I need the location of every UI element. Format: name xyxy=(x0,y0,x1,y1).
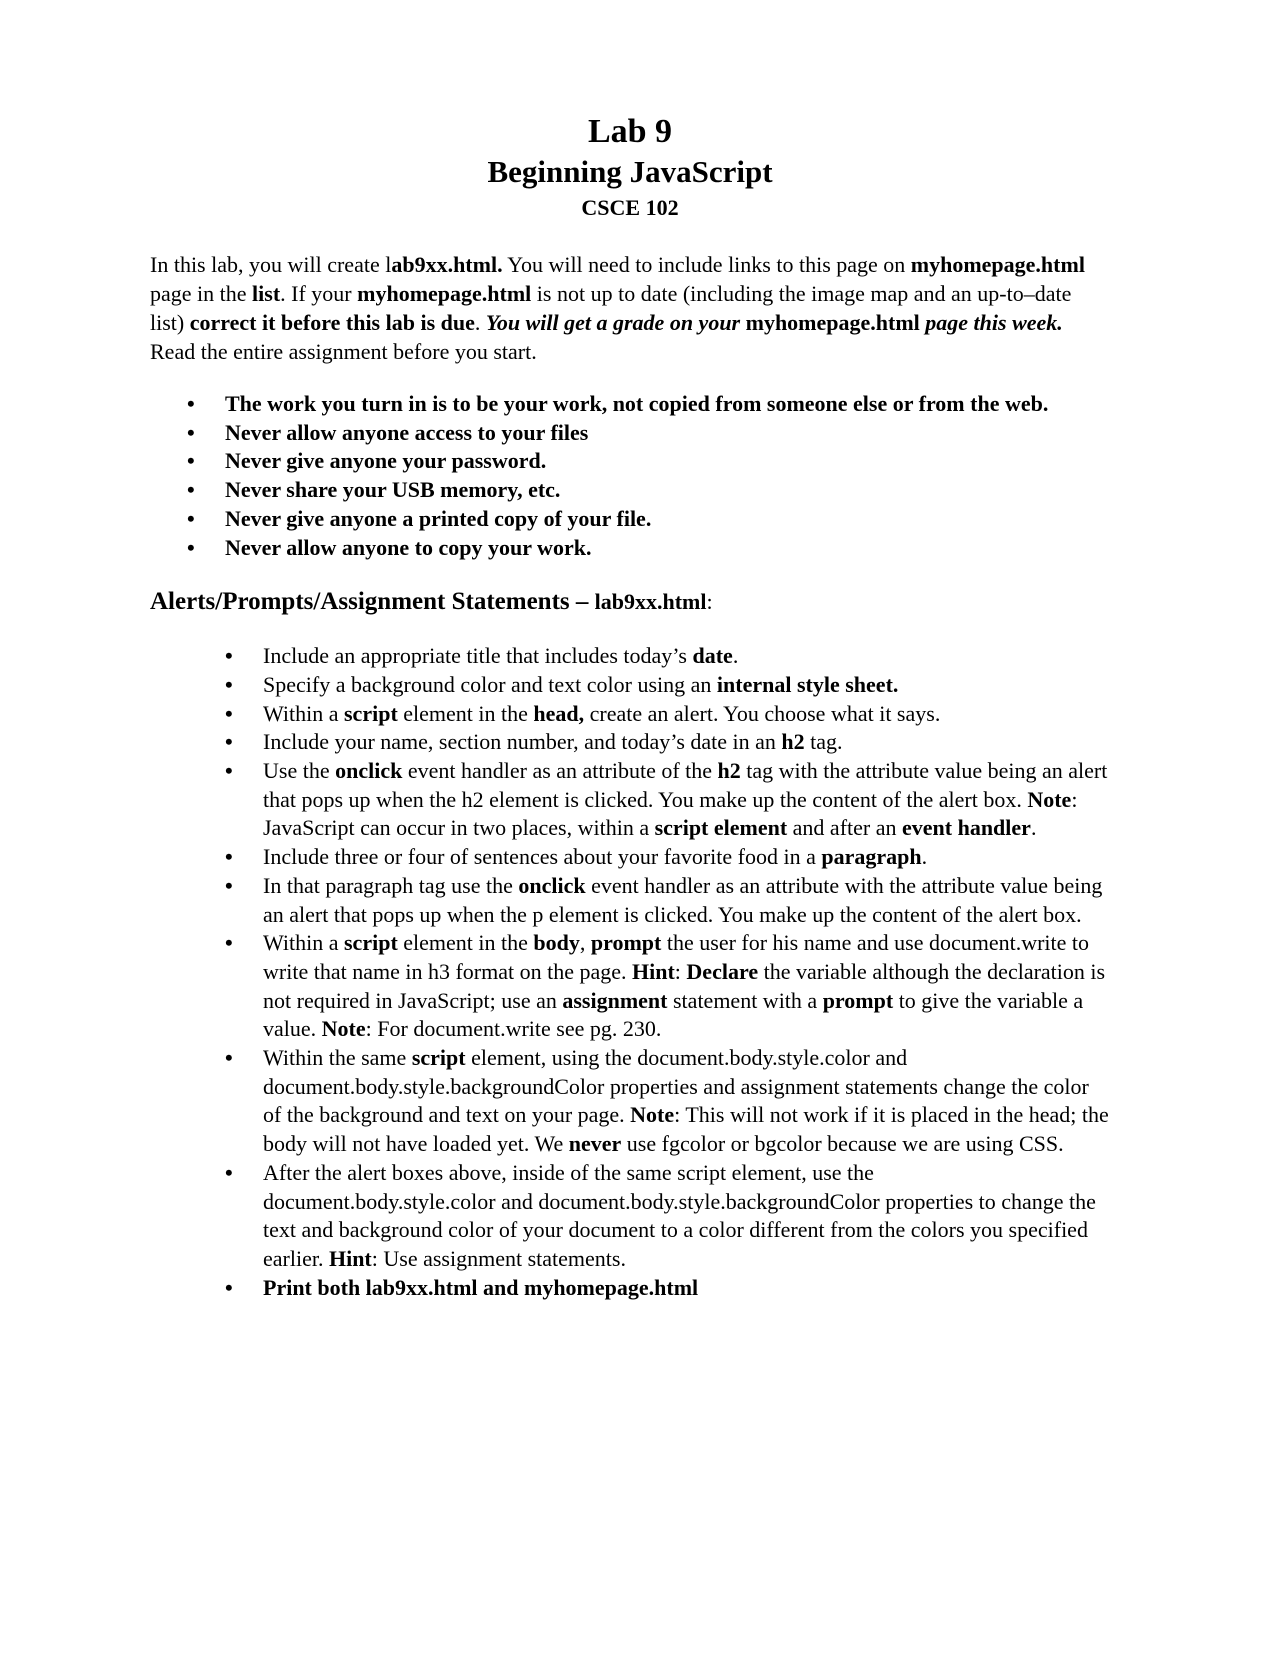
list-item: • Use the onclick event handler as an attribute of the h2 tag with the attribute value being an alert that pops up when the h2 element is clicked. You make up the content of the alert box. Note: JavaScript can occur in two places, within a script element and after an event handler. xyxy=(263,757,1110,843)
list-item: • Never give anyone a printed copy of your file. xyxy=(225,505,1110,534)
list-item: • Never share your USB memory, etc. xyxy=(225,476,1110,505)
list-item: • Never allow anyone to copy your work. xyxy=(225,534,1110,563)
list-item: • Print both lab9xx.html and myhomepage.html xyxy=(263,1274,1110,1303)
list-item: • In that paragraph tag use the onclick event handler as an attribute with the attribute value being an alert that pops up when the p element is clicked. You make up the content of the alert box. xyxy=(263,872,1110,929)
integrity-rules-list xyxy=(150,390,1110,562)
list-item: • Specify a background color and text color using an internal style sheet. xyxy=(263,671,1110,700)
list-item: • Within a script element in the head, create an alert. You choose what it says. xyxy=(263,700,1110,729)
intro-paragraph: In this lab, you will create lab9xx.html. You will need to include links to this page on myhomepage.html page in the list. If your myhomepage.html is not up to date (including the image map and an up-to–date list) correct it before this lab is due. You will get a grade on your myhomepage.html page this week. Read the entire assignment before you start. xyxy=(150,252,1085,364)
course-code: CSCE 102 xyxy=(581,195,679,220)
list-item: • Never give anyone your password. xyxy=(225,447,1110,476)
page-subtitle: Beginning JavaScript xyxy=(487,154,773,189)
list-item: • Include three or four of sentences about your favorite food in a paragraph. xyxy=(263,843,1110,872)
section-heading: Alerts/Prompts/Assignment Statements – lab9xx.html: xyxy=(150,588,713,616)
list-item: • After the alert boxes above, inside of the same script element, use the document.body.style.color and document.body.style.backgroundColor properties to change the text and background color of your document to a color different from the colors you specified earlier. Hint: Use assignment statements. xyxy=(263,1159,1110,1274)
list-item: • Within a script element in the body, prompt the user for his name and use document.write to write that name in h3 format on the page. Hint: Declare the variable although the declaration is not required in JavaScript; use an assignment statement with a prompt to give the variable a value. Note: For document.write see pg. 230. xyxy=(263,929,1110,1044)
list-item: • Include your name, section number, and today’s date in an h2 tag. xyxy=(263,728,1110,757)
page-title: Lab 9 xyxy=(587,113,673,150)
steps-list xyxy=(150,642,1110,1302)
list-item: • The work you turn in is to be your work, not copied from someone else or from the web. xyxy=(225,390,1110,419)
list-item: • Include an appropriate title that includes today’s date. xyxy=(263,642,1110,671)
document-page xyxy=(150,112,1110,1302)
list-item: • Within the same script element, using the document.body.style.color and document.body.style.backgroundColor properties and assignment statements change the color of the background and text on your page. Note: This will not work if it is placed in the head; the body will not have loaded yet. We never use fgcolor or bgcolor because we are using CSS. xyxy=(263,1044,1110,1159)
list-item: • Never allow anyone access to your files xyxy=(225,419,1110,448)
